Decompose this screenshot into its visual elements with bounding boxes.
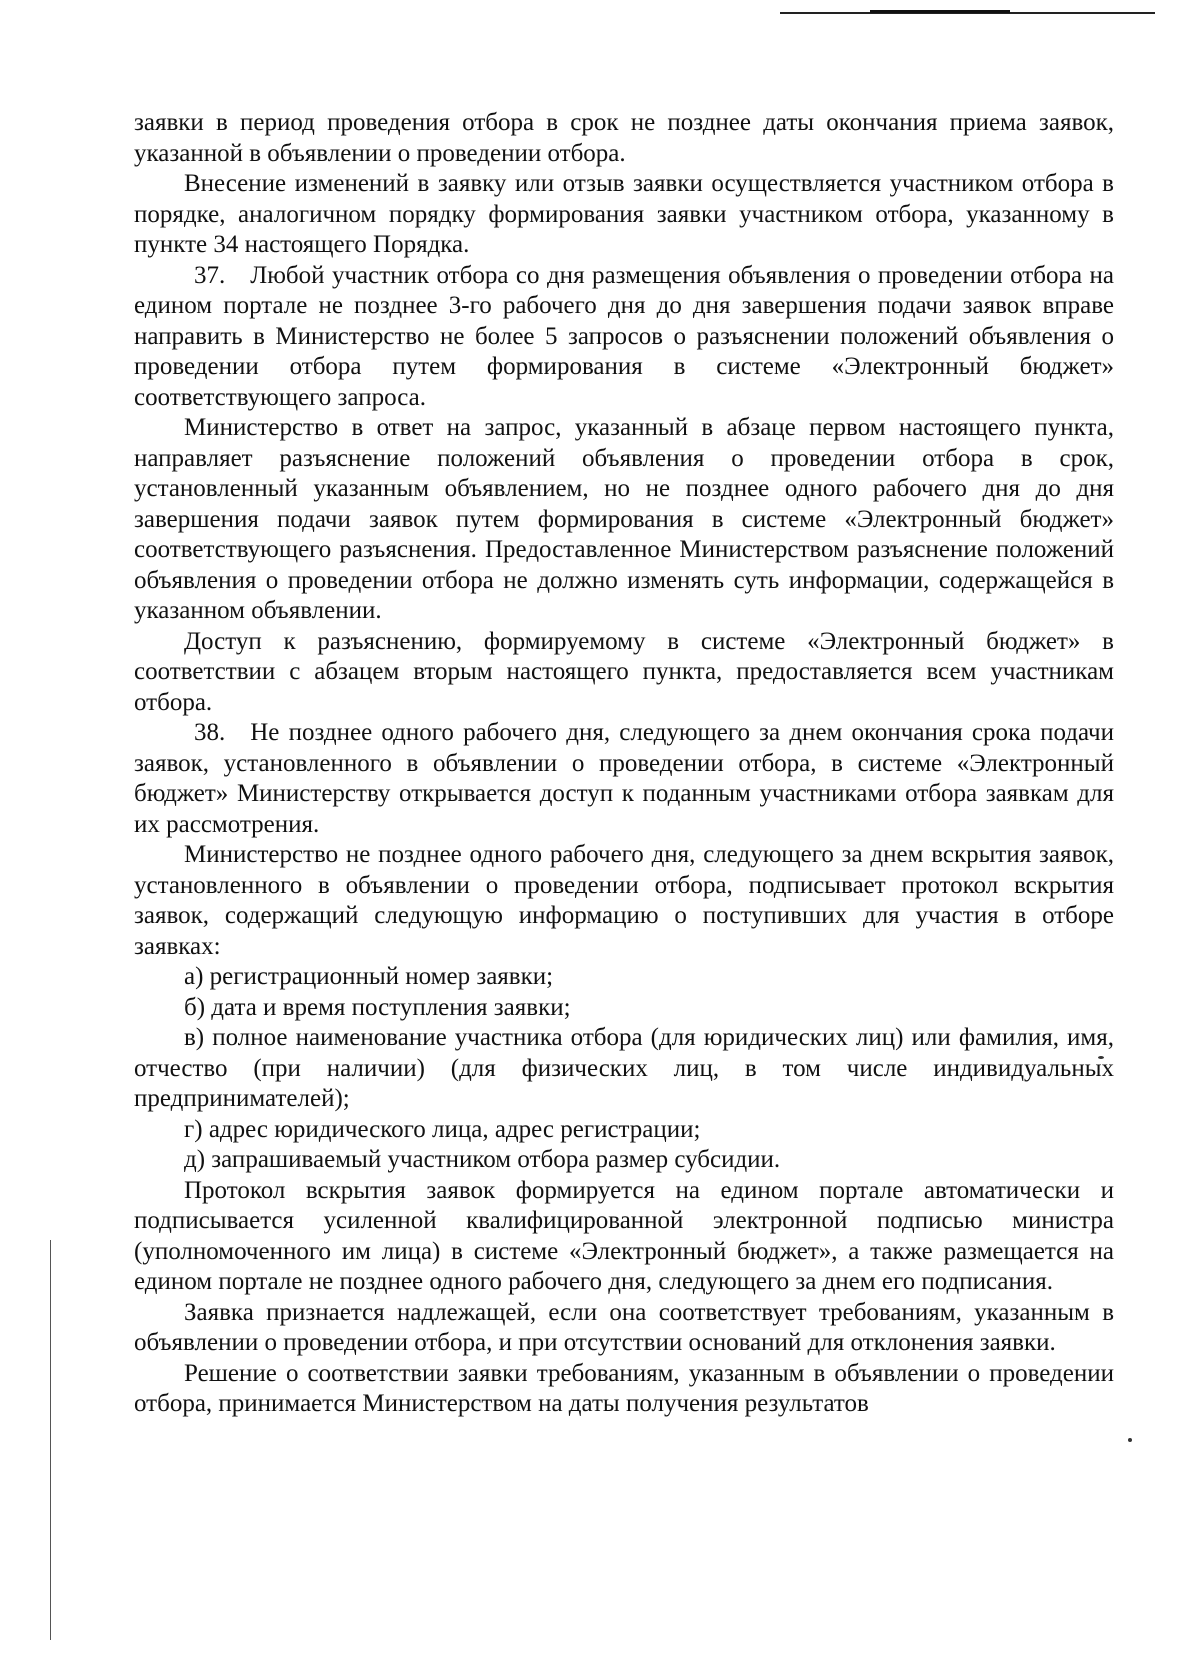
paragraph-item-37: 37. Любой участник отбора со дня размещения объявления о проведении отбора на едином портале не позднее 3-го рабочего дня до дня завершения подачи заявок вправе направить в Министерство не более 5 запросов о разъяснении положений объявления о проведении отбора путем формирования в системе «Электронный бюджет» соответствующего запроса.: [134, 261, 1114, 411]
scan-artifact-left-edge: [50, 1240, 51, 1640]
paragraph: Заявка признается надлежащей, если она соответствует требованиям, указанным в объявлении о проведении отбора, и при отсутствии оснований для отклонения заявки.: [134, 1298, 1114, 1356]
list-item-a: а) регистрационный номер заявки;: [184, 963, 554, 990]
list-item-b: б) дата и время поступления заявки;: [184, 993, 571, 1021]
paragraph: Доступ к разъяснению, формируемому в системе «Электронный бюджет» в соответствии с абзацем вторым настоящего пункта, предоставляется всем участникам отбора.: [134, 627, 1114, 716]
paragraph: Министерство не позднее одного рабочего дня, следующего за днем вскрытия заявок, установленного в объявлении о проведении отбора, подписывает протокол вскрытия заявок, содержащий следующую информацию о поступивших для участия в отборе заявках:: [134, 841, 1114, 960]
paragraph-last: Решение о соответствии заявки требованиям, указанным в объявлении о проведении отбора, принимается Министерством на даты получения результатов: [134, 1359, 1114, 1417]
scan-speck: [1128, 1438, 1132, 1442]
list-item-d: д) запрашиваемый участником отбора размер субсидии.: [184, 1146, 781, 1173]
paragraph-item-38: 38. Не позднее одного рабочего дня, следующего за днем окончания срока подачи заявок, установленного в объявлении о проведении отбора, в системе «Электронный бюджет» Министерству открывается доступ к поданным участниками отбора заявкам для их рассмотрения.: [134, 719, 1114, 838]
scan-artifact-top-line-thick: [870, 10, 1010, 13]
list-item-v: в) полное наименование участника отбора (для юридических лиц) или фамилия, имя, отчество (при наличии) (для физических лиц, в том числе индивидуальных предпринимателей);: [134, 1024, 1114, 1112]
paragraph: Министерство в ответ на запрос, указанный в абзаце первом настоящего пункта, направляет разъяснение положений объявления о проведении отбора в срок, установленный указанным объявлением, но не позднее одного рабочего дня до дня завершения подачи заявок путем формирования в системе «Электронный бюджет» соответствующего разъяснения. Предоставленное Министерством разъяснение положений объявления о проведении отбора не должно изменять суть информации, содержащейся в указанном объявлении.: [134, 414, 1114, 624]
paragraph: Протокол вскрытия заявок формируется на едином портале автоматически и подписывается усиленной квалифицированной электронной подписью министра (уполномоченного им лица) в системе «Электронный бюджет», а также размещается на едином портале не позднее одного рабочего дня, следующего за днем его подписания.: [134, 1176, 1114, 1295]
paragraph-continuation: заявки в период проведения отбора в срок не позднее даты окончания приема заявок, указанной в объявлении о проведении отбора.: [134, 109, 1114, 167]
paragraph: Внесение изменений в заявку или отзыв заявки осуществляется участником отбора в порядке, аналогичном порядку формирования заявки участником отбора, указанному в пункте 34 настоящего Порядка.: [134, 170, 1114, 258]
list-item-g: г) адрес юридического лица, адрес регистрации;: [184, 1115, 701, 1143]
document-body: [134, 108, 1114, 1420]
